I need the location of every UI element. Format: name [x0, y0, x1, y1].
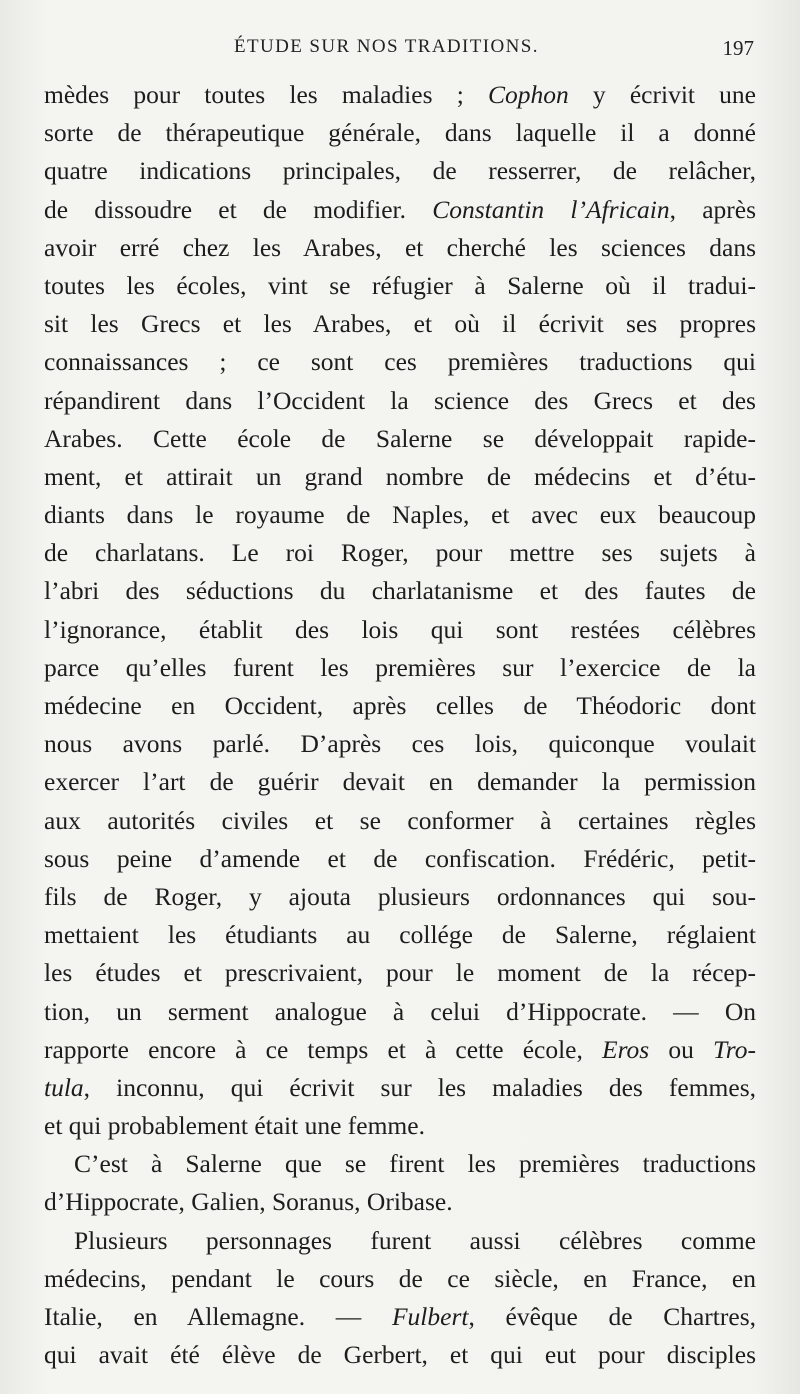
text-segment: Italie, en Allemagne. —	[44, 1302, 392, 1331]
running-title: ÉTUDE SUR NOS TRADITIONS.	[234, 36, 539, 57]
text-line	[44, 267, 756, 305]
text-segment: médecins, pendant le cours de ce siècle, en France, en	[44, 1263, 756, 1293]
text-line	[44, 878, 756, 916]
text-segment: aux autorités civiles et se conformer à certaines règles	[44, 805, 756, 835]
text-line	[44, 1298, 756, 1336]
text-line	[44, 611, 756, 649]
text-line	[44, 534, 756, 572]
text-line	[44, 420, 756, 458]
text-line	[44, 343, 756, 381]
body-text	[44, 76, 756, 1374]
text-segment: mettaient les étudiants au collége de Salerne, réglaient	[44, 920, 756, 950]
text-line	[44, 382, 756, 420]
italic-text: Tro-	[713, 1034, 757, 1064]
text-segment: C’est à Salerne que se firent les premières traductions	[74, 1149, 756, 1179]
text-line	[44, 305, 756, 343]
italic-text: Eros	[602, 1034, 650, 1064]
text-segment: sous peine d’amende et de confiscation. Frédéric, petit-	[44, 843, 756, 873]
text-segment: y écrivit une	[568, 80, 756, 109]
text-line	[44, 1069, 756, 1107]
text-segment: Arabes. Cette école de Salerne se développait rapide-	[44, 423, 756, 453]
text-line	[44, 1222, 756, 1260]
text-segment: ment, et attirait un grand nombre de médecins et d’étu-	[44, 461, 756, 491]
text-line	[44, 76, 756, 114]
text-line	[44, 916, 756, 954]
text-line	[44, 802, 756, 840]
text-line	[44, 1145, 756, 1183]
text-segment: rapporte encore à ce temps et à cette école,	[44, 1034, 602, 1064]
text-line	[44, 1183, 756, 1221]
text-segment: médecine en Occident, après celles de Théodoric dont	[44, 691, 756, 720]
text-segment: nous avons parlé. D’après ces lois, quiconque voulait	[44, 729, 756, 759]
text-segment: l’abri des séductions du charlatanisme et des fautes de	[44, 576, 756, 606]
italic-text: Cophon	[487, 80, 569, 109]
italic-text: Fulbert	[391, 1302, 469, 1331]
text-line	[44, 229, 756, 267]
text-segment: sit les Grecs et les Arabes, et où il écrivit ses propres	[44, 309, 756, 339]
text-segment: répandirent dans l’Occident la science des Grecs et des	[44, 385, 756, 415]
text-segment: diants dans le royaume de Naples, et avec eux beaucoup	[44, 500, 756, 530]
text-segment: , après	[669, 194, 756, 224]
text-segment: parce qu’elles furent les premières sur l’exercice de la	[44, 652, 756, 682]
text-line	[44, 458, 756, 496]
text-line	[44, 114, 756, 152]
text-segment: de charlatans. Le roi Roger, pour mettre ses sujets à	[44, 538, 756, 568]
text-segment: exercer l’art de guérir devait en demander la permission	[44, 767, 756, 797]
text-line	[44, 687, 756, 725]
page-number: 197	[722, 36, 754, 60]
text-segment: quatre indications principales, de resserrer, de relâcher,	[44, 156, 756, 186]
text-line	[44, 954, 756, 992]
text-line	[44, 993, 756, 1031]
text-segment: d’Hippocrate, Galien, Soranus, Oribase.	[44, 1187, 453, 1217]
text-segment: Plusieurs personnages furent aussi célèbres comme	[74, 1225, 756, 1255]
text-segment: sorte de thérapeutique générale, dans laquelle il a donné	[44, 118, 756, 148]
text-line	[44, 763, 756, 801]
text-segment: avoir erré chez les Arabes, et cherché les sciences dans	[44, 232, 756, 262]
text-line	[44, 1031, 756, 1069]
text-segment: qui avait été élève de Gerbert, et qui eut pour disciples	[44, 1340, 756, 1370]
text-segment: de dissoudre et de modifier.	[44, 194, 433, 224]
text-segment: mèdes pour toutes les maladies ;	[44, 80, 488, 109]
text-line	[44, 191, 756, 229]
text-segment: ou	[649, 1034, 714, 1064]
text-line	[44, 1336, 756, 1374]
text-line	[44, 1260, 756, 1298]
text-line	[44, 649, 756, 687]
text-line	[44, 840, 756, 878]
running-header	[0, 36, 800, 62]
text-segment: connaissances ; ce sont ces premières traductions qui	[44, 347, 756, 377]
italic-text: Constantin l’Africain	[432, 194, 670, 224]
text-segment: tion, un serment analogue à celui d’Hippocrate. — On	[44, 996, 756, 1026]
text-segment: , évêque de Chartres,	[468, 1302, 756, 1331]
text-line	[44, 572, 756, 610]
text-segment: l’ignorance, établit des lois qui sont restées célèbres	[44, 614, 756, 644]
text-segment: fils de Roger, y ajouta plusieurs ordonnances qui sou-	[44, 881, 756, 911]
text-segment: les études et prescrivaient, pour le moment de la récep-	[44, 958, 756, 988]
text-line	[44, 496, 756, 534]
text-segment: toutes les écoles, vint se réfugier à Salerne où il tradui-	[44, 270, 756, 300]
text-segment: et qui probablement était une femme.	[44, 1111, 425, 1141]
italic-text: tula	[44, 1072, 84, 1102]
text-line	[44, 1107, 756, 1145]
text-segment: , inconnu, qui écrivit sur les maladies des femmes,	[83, 1072, 756, 1102]
text-line	[44, 152, 756, 190]
text-line	[44, 725, 756, 763]
